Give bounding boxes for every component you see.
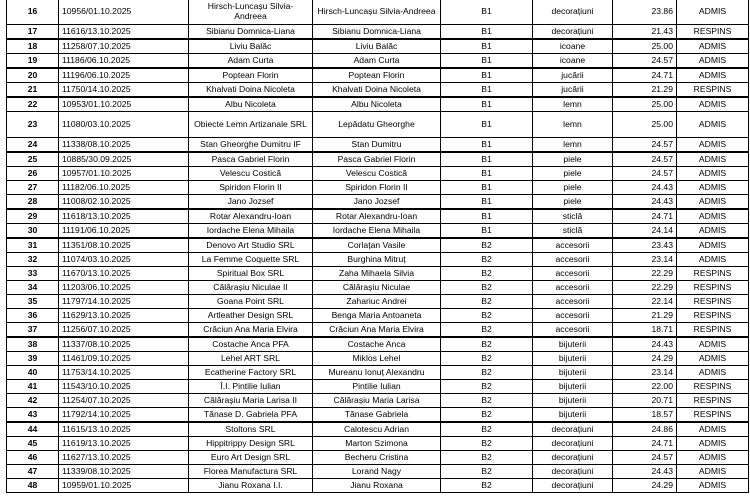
result-cell: ADMIS xyxy=(677,253,749,267)
domain-cell: decorațiuni xyxy=(533,479,613,493)
registration-number-cell: 10959/01.10.2025 xyxy=(59,479,189,493)
score-cell: 24.43 xyxy=(613,181,677,195)
table-row xyxy=(7,408,749,423)
row-number-cell: 37 xyxy=(7,323,59,338)
table-row xyxy=(7,195,749,210)
category-cell: B2 xyxy=(441,422,533,437)
domain-cell: bijuterii xyxy=(533,408,613,423)
result-cell: RESPINS xyxy=(677,281,749,295)
applicant-name-cell: Poptean Florin xyxy=(189,68,313,83)
domain-cell: bijuterii xyxy=(533,352,613,366)
row-number-cell: 27 xyxy=(7,181,59,195)
representative-name-cell: Stan Dumitru xyxy=(313,138,441,153)
representative-name-cell: Marton Szimona xyxy=(313,437,441,451)
table-row xyxy=(7,138,749,153)
category-cell: B2 xyxy=(441,380,533,394)
category-cell: B2 xyxy=(441,352,533,366)
category-cell: B1 xyxy=(441,112,533,138)
row-number-cell: 26 xyxy=(7,167,59,181)
row-number-cell: 43 xyxy=(7,408,59,423)
result-cell: ADMIS xyxy=(677,112,749,138)
category-cell: B1 xyxy=(441,83,533,98)
result-cell: ADMIS xyxy=(677,195,749,210)
score-cell: 24.57 xyxy=(613,138,677,153)
representative-name-cell: Tănase Gabriela xyxy=(313,408,441,423)
registration-number-cell: 11629/13.10.2025 xyxy=(59,309,189,323)
domain-cell: decorațiuni xyxy=(533,465,613,479)
category-cell: B2 xyxy=(441,309,533,323)
result-cell: ADMIS xyxy=(677,54,749,69)
row-number-cell: 16 xyxy=(7,0,59,25)
result-cell: ADMIS xyxy=(677,224,749,239)
score-cell: 23.14 xyxy=(613,366,677,380)
row-number-cell: 23 xyxy=(7,112,59,138)
representative-name-cell: Miklos Lehel xyxy=(313,352,441,366)
domain-cell: decorațiuni xyxy=(533,451,613,465)
category-cell: B1 xyxy=(441,224,533,239)
domain-cell: sticlă xyxy=(533,224,613,239)
result-cell: RESPINS xyxy=(677,267,749,281)
applicant-name-cell: Tănase D. Gabriela PFA xyxy=(189,408,313,423)
registration-number-cell: 11196/06.10.2025 xyxy=(59,68,189,83)
applicant-name-cell: Hippitrippy Design SRL xyxy=(189,437,313,451)
registration-number-cell: 11627/13.10.2025 xyxy=(59,451,189,465)
row-number-cell: 42 xyxy=(7,394,59,408)
table-row xyxy=(7,68,749,83)
table-row xyxy=(7,209,749,224)
score-cell: 21.29 xyxy=(613,83,677,98)
representative-name-cell: Albu Nicoleta xyxy=(313,97,441,112)
applicant-name-cell: Velescu Costică xyxy=(189,167,313,181)
applicant-name-cell: Khalvati Doina Nicoleta xyxy=(189,83,313,98)
row-number-cell: 48 xyxy=(7,479,59,493)
representative-name-cell: Sibianu Domnica-Liana xyxy=(313,25,441,40)
table-row xyxy=(7,479,749,493)
registration-number-cell: 10885/30.09.2025 xyxy=(59,152,189,167)
result-cell: ADMIS xyxy=(677,479,749,493)
table-row xyxy=(7,451,749,465)
row-number-cell: 17 xyxy=(7,25,59,40)
table-row xyxy=(7,181,749,195)
score-cell: 25.00 xyxy=(613,97,677,112)
result-cell: ADMIS xyxy=(677,181,749,195)
result-cell: ADMIS xyxy=(677,238,749,253)
score-cell: 24.71 xyxy=(613,68,677,83)
row-number-cell: 40 xyxy=(7,366,59,380)
applicant-name-cell: Denovo Art Studio SRL xyxy=(189,238,313,253)
registration-number-cell: 11339/08.10.2025 xyxy=(59,465,189,479)
registration-number-cell: 11616/13.10.2025 xyxy=(59,25,189,40)
applicant-name-cell: Costache Anca PFA xyxy=(189,337,313,352)
domain-cell: accesorii xyxy=(533,253,613,267)
representative-name-cell: Khalvati Doina Nicoleta xyxy=(313,83,441,98)
row-number-cell: 18 xyxy=(7,39,59,54)
row-number-cell: 45 xyxy=(7,437,59,451)
category-cell: B2 xyxy=(441,238,533,253)
row-number-cell: 34 xyxy=(7,281,59,295)
score-cell: 22.29 xyxy=(613,267,677,281)
registration-number-cell: 11256/07.10.2025 xyxy=(59,323,189,338)
representative-name-cell: Adam Curta xyxy=(313,54,441,69)
result-cell: ADMIS xyxy=(677,366,749,380)
registration-number-cell: 11337/08.10.2025 xyxy=(59,337,189,352)
applicant-name-cell: Rotar Alexandru-Ioan xyxy=(189,209,313,224)
applicant-name-cell: La Femme Coquette SRL xyxy=(189,253,313,267)
category-cell: B1 xyxy=(441,39,533,54)
domain-cell: accesorii xyxy=(533,267,613,281)
result-cell: ADMIS xyxy=(677,97,749,112)
registration-number-cell: 11186/06.10.2025 xyxy=(59,54,189,69)
category-cell: B2 xyxy=(441,366,533,380)
registration-number-cell: 10953/01.10.2025 xyxy=(59,97,189,112)
category-cell: B1 xyxy=(441,54,533,69)
domain-cell: accesorii xyxy=(533,309,613,323)
row-number-cell: 39 xyxy=(7,352,59,366)
representative-name-cell: Călărașiu Niculae xyxy=(313,281,441,295)
table-row xyxy=(7,25,749,40)
score-cell: 18.57 xyxy=(613,408,677,423)
table-row xyxy=(7,295,749,309)
score-cell: 25.00 xyxy=(613,39,677,54)
registration-number-cell: 11008/02.10.2025 xyxy=(59,195,189,210)
table-row xyxy=(7,337,749,352)
table-row xyxy=(7,465,749,479)
applicant-name-cell: Euro Art Design SRL xyxy=(189,451,313,465)
result-cell: ADMIS xyxy=(677,39,749,54)
representative-name-cell: Crăciun Ana Maria Elvira xyxy=(313,323,441,338)
table-row xyxy=(7,323,749,338)
result-cell: RESPINS xyxy=(677,394,749,408)
category-cell: B2 xyxy=(441,337,533,352)
row-number-cell: 41 xyxy=(7,380,59,394)
row-number-cell: 21 xyxy=(7,83,59,98)
domain-cell: piele xyxy=(533,181,613,195)
representative-name-cell: Mureanu Ionuț Alexandru xyxy=(313,366,441,380)
table-row xyxy=(7,97,749,112)
category-cell: B1 xyxy=(441,25,533,40)
applicant-name-cell: Ecatherine Factory SRL xyxy=(189,366,313,380)
applicant-name-cell: Obiecte Lemn Artizanale SRL xyxy=(189,112,313,138)
registration-number-cell: 11792/14.10.2025 xyxy=(59,408,189,423)
applicant-name-cell: Spiritual Box SRL xyxy=(189,267,313,281)
result-cell: ADMIS xyxy=(677,451,749,465)
domain-cell: piele xyxy=(533,167,613,181)
registration-number-cell: 11797/14.10.2025 xyxy=(59,295,189,309)
applicant-name-cell: Adam Curta xyxy=(189,54,313,69)
result-cell: ADMIS xyxy=(677,352,749,366)
representative-name-cell: Costache Anca xyxy=(313,337,441,352)
row-number-cell: 32 xyxy=(7,253,59,267)
score-cell: 24.14 xyxy=(613,224,677,239)
category-cell: B2 xyxy=(441,465,533,479)
domain-cell: jucării xyxy=(533,83,613,98)
representative-name-cell: Becheru Cristina xyxy=(313,451,441,465)
domain-cell: lemn xyxy=(533,138,613,153)
table-row xyxy=(7,83,749,98)
row-number-cell: 31 xyxy=(7,238,59,253)
result-cell: RESPINS xyxy=(677,309,749,323)
result-cell: ADMIS xyxy=(677,437,749,451)
representative-name-cell: Iordache Elena Mihaila xyxy=(313,224,441,239)
score-cell: 24.57 xyxy=(613,152,677,167)
results-table xyxy=(6,0,749,493)
score-cell: 24.29 xyxy=(613,479,677,493)
table-row xyxy=(7,394,749,408)
category-cell: B1 xyxy=(441,195,533,210)
representative-name-cell: Rotar Alexandru-Ioan xyxy=(313,209,441,224)
representative-name-cell: Jano Jozsef xyxy=(313,195,441,210)
table-row xyxy=(7,281,749,295)
table-row xyxy=(7,380,749,394)
representative-name-cell: Velescu Costică xyxy=(313,167,441,181)
score-cell: 24.57 xyxy=(613,451,677,465)
registration-number-cell: 11338/08.10.2025 xyxy=(59,138,189,153)
registration-number-cell: 11182/06.10.2025 xyxy=(59,181,189,195)
domain-cell: bijuterii xyxy=(533,380,613,394)
row-number-cell: 38 xyxy=(7,337,59,352)
applicant-name-cell: Jianu Roxana I.I. xyxy=(189,479,313,493)
representative-name-cell: Călărașiu Maria Larisa xyxy=(313,394,441,408)
representative-name-cell: Zahariuc Andrei xyxy=(313,295,441,309)
applicant-name-cell: Artleather Design SRL xyxy=(189,309,313,323)
domain-cell: sticlă xyxy=(533,209,613,224)
score-cell: 24.57 xyxy=(613,167,677,181)
applicant-name-cell: Stoltons SRL xyxy=(189,422,313,437)
registration-number-cell: 11254/07.10.2025 xyxy=(59,394,189,408)
score-cell: 24.86 xyxy=(613,422,677,437)
result-cell: RESPINS xyxy=(677,83,749,98)
applicant-name-cell: Călărașiu Niculae II xyxy=(189,281,313,295)
score-cell: 22.00 xyxy=(613,380,677,394)
score-cell: 22.14 xyxy=(613,295,677,309)
row-number-cell: 47 xyxy=(7,465,59,479)
registration-number-cell: 11753/14.10.2025 xyxy=(59,366,189,380)
domain-cell: icoane xyxy=(533,54,613,69)
registration-number-cell: 10957/01.10.2025 xyxy=(59,167,189,181)
applicant-name-cell: Călărașiu Maria Larisa II xyxy=(189,394,313,408)
category-cell: B1 xyxy=(441,209,533,224)
result-cell: ADMIS xyxy=(677,209,749,224)
representative-name-cell: Hirsch-Luncașu Silvia-Andreea xyxy=(313,0,441,25)
applicant-name-cell: Pasca Gabriel Florin xyxy=(189,152,313,167)
result-cell: ADMIS xyxy=(677,167,749,181)
table-row xyxy=(7,238,749,253)
category-cell: B2 xyxy=(441,267,533,281)
domain-cell: piele xyxy=(533,195,613,210)
domain-cell: accesorii xyxy=(533,238,613,253)
domain-cell: bijuterii xyxy=(533,394,613,408)
result-cell: ADMIS xyxy=(677,0,749,25)
row-number-cell: 30 xyxy=(7,224,59,239)
applicant-name-cell: Stan Gheorghe Dumitru IF xyxy=(189,138,313,153)
row-number-cell: 35 xyxy=(7,295,59,309)
score-cell: 21.29 xyxy=(613,309,677,323)
row-number-cell: 28 xyxy=(7,195,59,210)
result-cell: RESPINS xyxy=(677,25,749,40)
result-cell: ADMIS xyxy=(677,422,749,437)
category-cell: B1 xyxy=(441,97,533,112)
table-row xyxy=(7,224,749,239)
score-cell: 18.71 xyxy=(613,323,677,338)
table-row xyxy=(7,267,749,281)
representative-name-cell: Pasca Gabriel Florin xyxy=(313,152,441,167)
row-number-cell: 29 xyxy=(7,209,59,224)
registration-number-cell: 11618/13.10.2025 xyxy=(59,209,189,224)
category-cell: B2 xyxy=(441,295,533,309)
registration-number-cell: 11258/07.10.2025 xyxy=(59,39,189,54)
score-cell: 23.43 xyxy=(613,238,677,253)
registration-number-cell: 11615/13.10.2025 xyxy=(59,422,189,437)
row-number-cell: 46 xyxy=(7,451,59,465)
registration-number-cell: 11074/03.10.2025 xyxy=(59,253,189,267)
result-cell: RESPINS xyxy=(677,323,749,338)
domain-cell: icoane xyxy=(533,39,613,54)
category-cell: B2 xyxy=(441,281,533,295)
applicant-name-cell: Lehel ART SRL xyxy=(189,352,313,366)
score-cell: 24.43 xyxy=(613,465,677,479)
domain-cell: decorațiuni xyxy=(533,25,613,40)
result-cell: RESPINS xyxy=(677,380,749,394)
registration-number-cell: 11351/08.10.2025 xyxy=(59,238,189,253)
registration-number-cell: 11543/10.10.2025 xyxy=(59,380,189,394)
result-cell: ADMIS xyxy=(677,152,749,167)
category-cell: B2 xyxy=(441,323,533,338)
score-cell: 23.14 xyxy=(613,253,677,267)
applicant-name-cell: Î.I. Pintilie Iulian xyxy=(189,380,313,394)
score-cell: 24.71 xyxy=(613,209,677,224)
applicant-name-cell: Albu Nicoleta xyxy=(189,97,313,112)
score-cell: 24.71 xyxy=(613,437,677,451)
score-cell: 22.29 xyxy=(613,281,677,295)
table-row xyxy=(7,352,749,366)
score-cell: 24.57 xyxy=(613,54,677,69)
score-cell: 24.43 xyxy=(613,195,677,210)
table-row xyxy=(7,152,749,167)
registration-number-cell: 11080/03.10.2025 xyxy=(59,112,189,138)
category-cell: B1 xyxy=(441,181,533,195)
results-table-body xyxy=(7,0,749,493)
result-cell: RESPINS xyxy=(677,408,749,423)
representative-name-cell: Spiridon Florin II xyxy=(313,181,441,195)
result-cell: ADMIS xyxy=(677,465,749,479)
category-cell: B1 xyxy=(441,152,533,167)
applicant-name-cell: Spiridon Florin II xyxy=(189,181,313,195)
registration-number-cell: 11191/06.10.2025 xyxy=(59,224,189,239)
applicant-name-cell: Sibianu Domnica-Liana xyxy=(189,25,313,40)
domain-cell: decorațiuni xyxy=(533,0,613,25)
representative-name-cell: Liviu Balăc xyxy=(313,39,441,54)
representative-name-cell: Burghina Mitruț xyxy=(313,253,441,267)
category-cell: B2 xyxy=(441,408,533,423)
table-row xyxy=(7,54,749,69)
table-row xyxy=(7,366,749,380)
result-cell: ADMIS xyxy=(677,138,749,153)
row-number-cell: 20 xyxy=(7,68,59,83)
applicant-name-cell: Jano Jozsef xyxy=(189,195,313,210)
applicant-name-cell: Iordache Elena Mihaila xyxy=(189,224,313,239)
representative-name-cell: Corlațan Vasile xyxy=(313,238,441,253)
domain-cell: accesorii xyxy=(533,323,613,338)
result-cell: ADMIS xyxy=(677,68,749,83)
domain-cell: decorațiuni xyxy=(533,422,613,437)
registration-number-cell: 11670/13.10.2025 xyxy=(59,267,189,281)
score-cell: 24.43 xyxy=(613,337,677,352)
score-cell: 24.29 xyxy=(613,352,677,366)
domain-cell: piele xyxy=(533,152,613,167)
result-cell: ADMIS xyxy=(677,337,749,352)
table-row xyxy=(7,167,749,181)
table-row xyxy=(7,0,749,25)
row-number-cell: 44 xyxy=(7,422,59,437)
applicant-name-cell: Crăciun Ana Maria Elvira xyxy=(189,323,313,338)
domain-cell: jucării xyxy=(533,68,613,83)
category-cell: B1 xyxy=(441,68,533,83)
table-row xyxy=(7,422,749,437)
domain-cell: lemn xyxy=(533,97,613,112)
category-cell: B2 xyxy=(441,253,533,267)
representative-name-cell: Zaha Mihaela Silvia xyxy=(313,267,441,281)
row-number-cell: 22 xyxy=(7,97,59,112)
registration-number-cell: 11750/14.10.2025 xyxy=(59,83,189,98)
domain-cell: accesorii xyxy=(533,295,613,309)
registration-number-cell: 10956/01.10.2025 xyxy=(59,0,189,25)
domain-cell: lemn xyxy=(533,112,613,138)
row-number-cell: 36 xyxy=(7,309,59,323)
row-number-cell: 19 xyxy=(7,54,59,69)
representative-name-cell: Jianu Roxana xyxy=(313,479,441,493)
domain-cell: bijuterii xyxy=(533,366,613,380)
applicant-name-cell: Hirsch-Luncașu Silvia-Andreea xyxy=(189,0,313,25)
representative-name-cell: Calotescu Adrian xyxy=(313,422,441,437)
score-cell: 25.00 xyxy=(613,112,677,138)
table-row xyxy=(7,309,749,323)
representative-name-cell: Pintilie Iulian xyxy=(313,380,441,394)
domain-cell: bijuterii xyxy=(533,337,613,352)
registration-number-cell: 11619/13.10.2025 xyxy=(59,437,189,451)
registration-number-cell: 11461/09.10.2025 xyxy=(59,352,189,366)
category-cell: B2 xyxy=(441,479,533,493)
applicant-name-cell: Florea Manufactura SRL xyxy=(189,465,313,479)
category-cell: B2 xyxy=(441,451,533,465)
applicant-name-cell: Goana Point SRL xyxy=(189,295,313,309)
row-number-cell: 33 xyxy=(7,267,59,281)
table-row xyxy=(7,39,749,54)
table-row xyxy=(7,112,749,138)
category-cell: B2 xyxy=(441,437,533,451)
row-number-cell: 24 xyxy=(7,138,59,153)
representative-name-cell: Benga Maria Antoaneta xyxy=(313,309,441,323)
representative-name-cell: Lepădatu Gheorghe xyxy=(313,112,441,138)
representative-name-cell: Poptean Florin xyxy=(313,68,441,83)
category-cell: B1 xyxy=(441,167,533,181)
score-cell: 23.86 xyxy=(613,0,677,25)
applicant-name-cell: Liviu Balăc xyxy=(189,39,313,54)
row-number-cell: 25 xyxy=(7,152,59,167)
category-cell: B1 xyxy=(441,138,533,153)
registration-number-cell: 11203/06.10.2025 xyxy=(59,281,189,295)
domain-cell: decorațiuni xyxy=(533,437,613,451)
category-cell: B1 xyxy=(441,0,533,25)
table-row xyxy=(7,437,749,451)
table-row xyxy=(7,253,749,267)
domain-cell: accesorii xyxy=(533,281,613,295)
score-cell: 21.43 xyxy=(613,25,677,40)
category-cell: B2 xyxy=(441,394,533,408)
score-cell: 20.71 xyxy=(613,394,677,408)
representative-name-cell: Lorand Nagy xyxy=(313,465,441,479)
result-cell: RESPINS xyxy=(677,295,749,309)
